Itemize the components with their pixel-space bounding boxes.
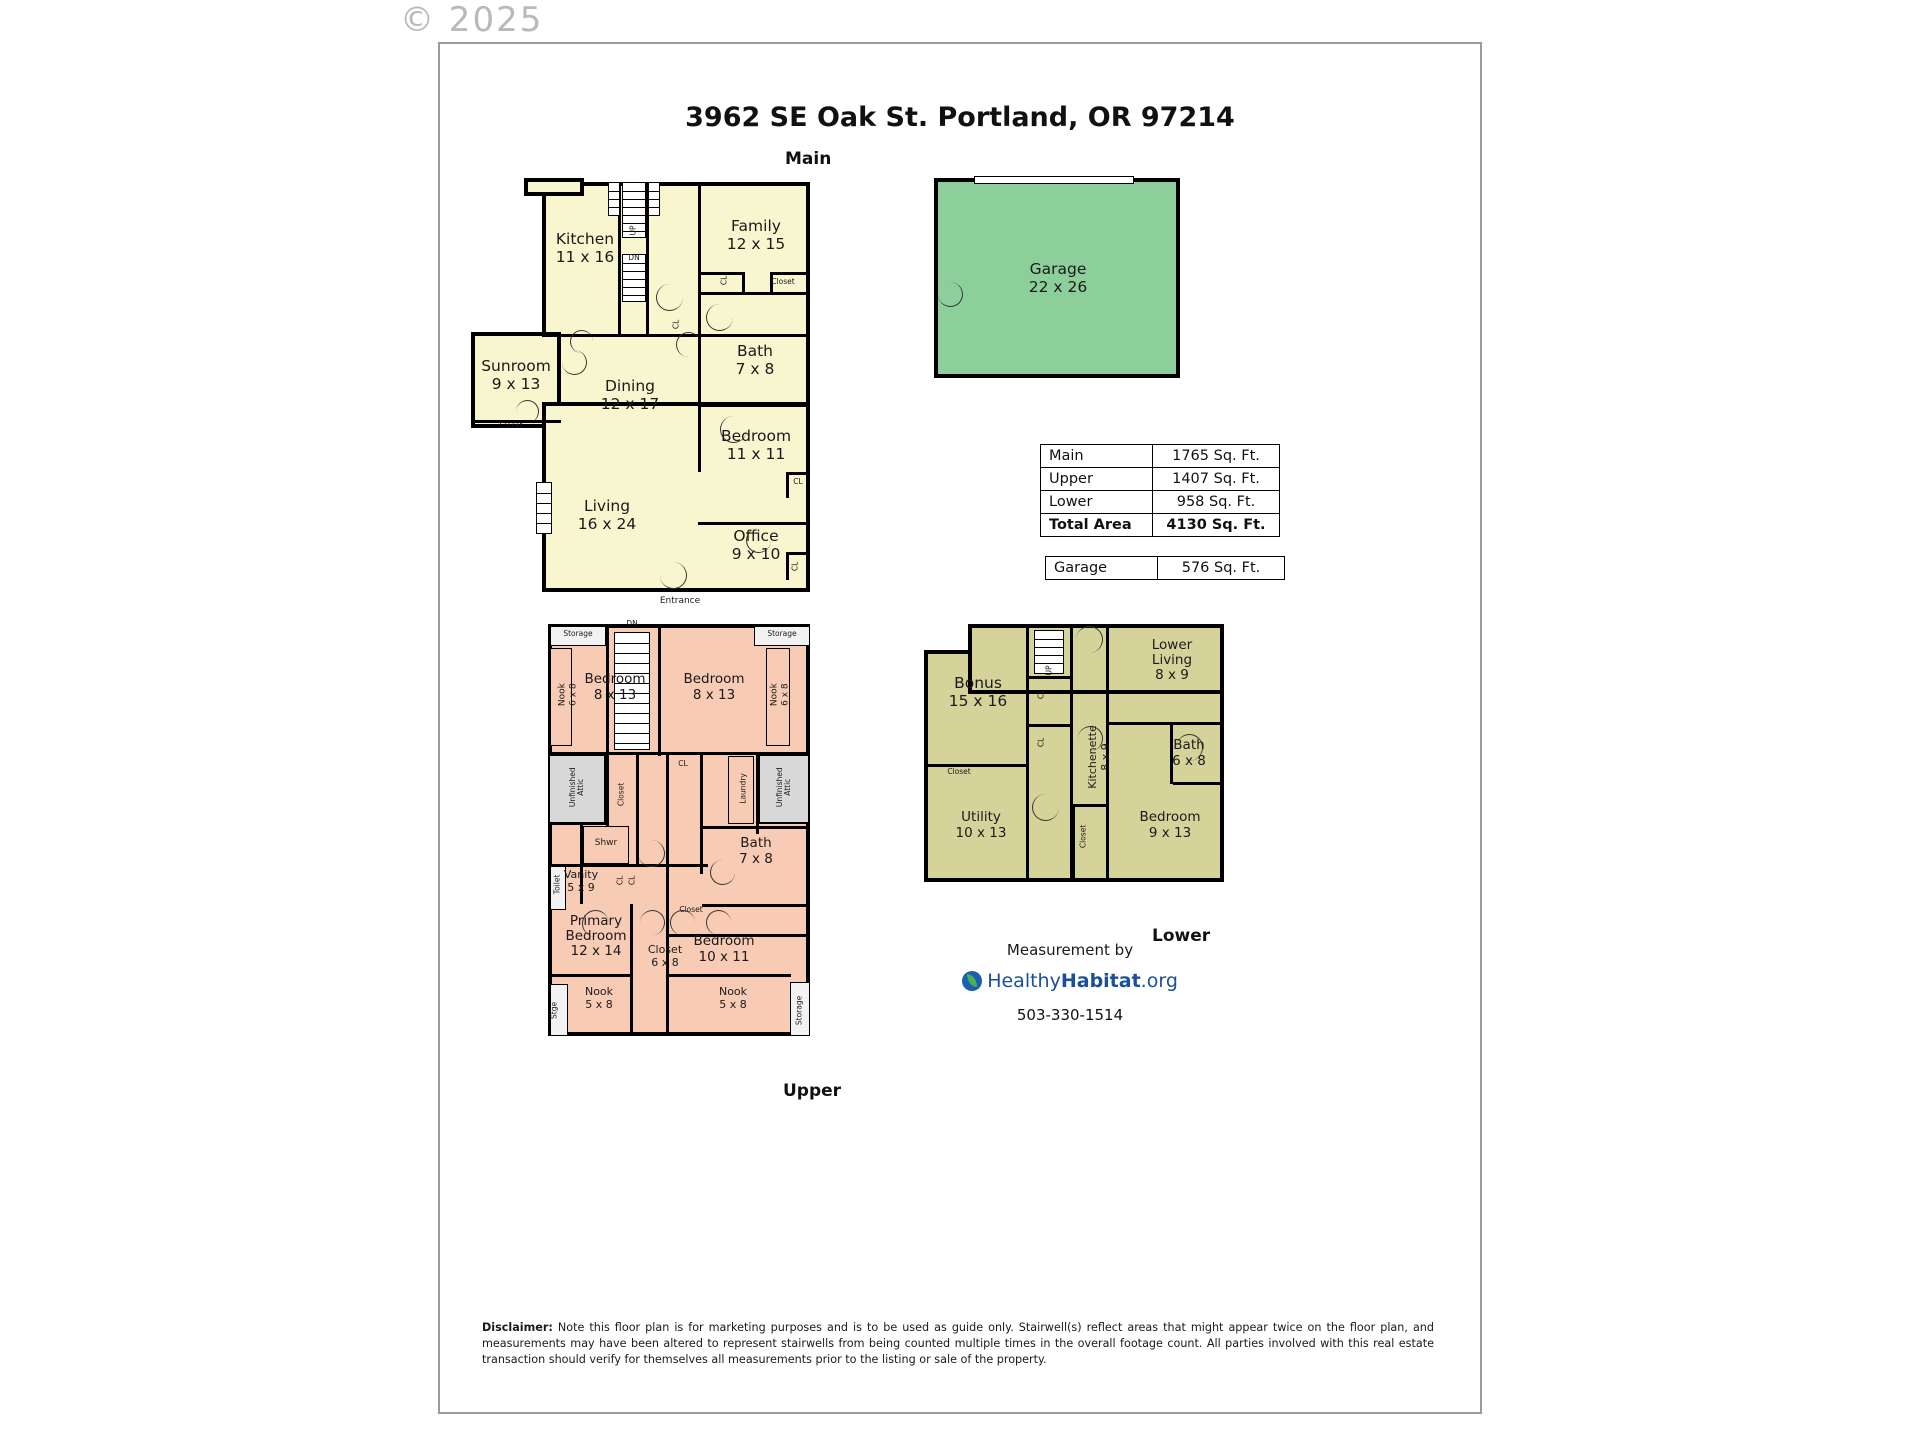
floor-label-lower: Lower bbox=[1152, 926, 1211, 946]
wall bbox=[548, 822, 606, 825]
wall bbox=[786, 472, 810, 475]
label-cl: CL bbox=[671, 319, 681, 330]
label-cl: CL bbox=[627, 875, 637, 886]
wall bbox=[666, 752, 810, 755]
room-label-kitchenette: Kitchenette 8 x 9 bbox=[1086, 725, 1112, 789]
healthy-habitat-logo bbox=[920, 970, 1220, 992]
room-label-office: Office 9 x 10 bbox=[731, 527, 781, 564]
room-label-lower-bath: Bath 6 x 8 bbox=[1172, 737, 1206, 769]
room-label-lower-living: Lower Living 8 x 9 bbox=[1151, 637, 1193, 684]
label-cl: CL bbox=[719, 275, 729, 286]
label-closet: Closet bbox=[1078, 824, 1088, 849]
door-arc bbox=[562, 350, 587, 375]
room-label-bonus: Bonus 15 x 16 bbox=[948, 674, 1008, 711]
area-table bbox=[1040, 444, 1280, 537]
main-kitchen-bump bbox=[524, 178, 584, 196]
label-unfinished-attic-right: Unfinished Attic bbox=[774, 767, 792, 808]
label-cl: CL bbox=[615, 875, 625, 886]
garage-door bbox=[974, 176, 1134, 184]
wall bbox=[770, 272, 810, 275]
measurement-block bbox=[920, 942, 1220, 960]
label-up: UP bbox=[1044, 665, 1054, 676]
label-toilet: Toilet bbox=[552, 874, 562, 895]
main-floor-plan bbox=[470, 172, 890, 612]
label-cl: CL bbox=[793, 477, 803, 486]
label-cl: CL bbox=[1036, 689, 1046, 700]
wall bbox=[698, 522, 810, 525]
room-label-nook-br: Nook 5 x 8 bbox=[718, 985, 748, 1011]
table-row: Lower 958 Sq. Ft. bbox=[1041, 491, 1280, 514]
wall bbox=[698, 182, 701, 472]
room-label-utility: Utility 10 x 13 bbox=[955, 809, 1007, 841]
lower-floor-plan bbox=[900, 614, 1260, 924]
room-label-bath: Bath 7 x 8 bbox=[735, 342, 775, 379]
room-label-upper-bedroom-3: Bedroom 10 x 11 bbox=[693, 933, 755, 965]
label-cl: CL bbox=[790, 561, 800, 572]
leaf-icon bbox=[962, 971, 982, 991]
label-closet: Closet bbox=[771, 277, 795, 286]
table-row: Garage 576 Sq. Ft. bbox=[1046, 557, 1285, 580]
wall bbox=[1026, 624, 1029, 882]
label-up: UP bbox=[628, 225, 638, 236]
room-label-garage: Garage 22 x 26 bbox=[1028, 260, 1088, 297]
door-arc bbox=[676, 332, 701, 357]
wall bbox=[1028, 724, 1072, 727]
wall bbox=[924, 764, 1028, 767]
room-label-living: Living 16 x 24 bbox=[577, 497, 637, 534]
room-label-bedroom: Bedroom 11 x 11 bbox=[720, 427, 792, 464]
door-arc bbox=[660, 562, 687, 589]
label-entrance: Entrance bbox=[659, 596, 701, 606]
label-storage: Storage bbox=[767, 629, 797, 638]
wall bbox=[548, 974, 632, 977]
logo-text-org: .org bbox=[1140, 970, 1178, 992]
garage-plan bbox=[930, 172, 1190, 392]
wall bbox=[548, 864, 708, 867]
floor-label-main: Main bbox=[785, 149, 832, 169]
label-cl: CL bbox=[678, 759, 688, 768]
wall bbox=[742, 272, 745, 294]
door-arc bbox=[1032, 794, 1059, 821]
room-label-vanity: Vanity 5 x 9 bbox=[563, 868, 599, 894]
disclaimer-text bbox=[482, 1320, 1434, 1369]
label-dn: DN bbox=[626, 619, 638, 628]
room-label-kitchen: Kitchen 11 x 16 bbox=[555, 230, 615, 267]
room-label-family: Family 12 x 15 bbox=[726, 217, 786, 254]
label-shwr: Shwr bbox=[594, 838, 618, 848]
label-unfinished-attic-left: Unfinished Attic bbox=[567, 767, 585, 808]
logo-text-habitat: Habitat bbox=[1060, 970, 1141, 992]
room-label-upper-bedroom-2: Bedroom 8 x 13 bbox=[683, 671, 745, 703]
room-label-nook-bl: Nook 5 x 8 bbox=[584, 985, 614, 1011]
wall bbox=[700, 754, 703, 874]
label-closet: Closet bbox=[499, 421, 523, 430]
label-stge: Stge bbox=[549, 1001, 559, 1019]
door-arc bbox=[1076, 626, 1103, 653]
label-cl: CL bbox=[1036, 737, 1046, 748]
room-label-sunroom: Sunroom 9 x 13 bbox=[481, 357, 551, 394]
label-storage: Storage bbox=[563, 629, 593, 638]
room-label-upper-closet: Closet 6 x 8 bbox=[647, 943, 683, 969]
floor-label-upper: Upper bbox=[783, 1081, 842, 1101]
door-arc bbox=[638, 840, 665, 867]
label-storage: Storage bbox=[794, 995, 804, 1026]
room-label-dining: Dining 12 x 17 bbox=[600, 377, 660, 414]
garage-area-table bbox=[1045, 556, 1285, 580]
label-closet: Closet bbox=[947, 767, 971, 776]
room-label-nook-left: Nook 6 x 8 bbox=[557, 683, 578, 707]
disclaimer-body: Note this floor plan is for marketing purposes and is to be used as guide only. Stairwell(s) reflect areas that might appear twice on the floor plan, and measurements may have been altered to represent stairwells from being counted multiple times in the overall footage count. All parties involved with this real estate transaction should verify for themselves all measurements prior to the listing or sale of the property. bbox=[482, 1321, 1434, 1367]
room-label-upper-bath: Bath 7 x 8 bbox=[739, 835, 773, 867]
main-stair-post-right bbox=[648, 182, 660, 216]
main-fireplace bbox=[536, 482, 552, 534]
label-closet: Closet bbox=[679, 905, 703, 914]
wall bbox=[698, 292, 810, 295]
table-row: Upper 1407 Sq. Ft. bbox=[1041, 468, 1280, 491]
door-arc bbox=[516, 400, 539, 423]
wall bbox=[703, 826, 810, 829]
wall bbox=[756, 754, 759, 834]
wall bbox=[666, 972, 669, 1036]
wall bbox=[702, 904, 810, 907]
wall bbox=[698, 404, 810, 407]
table-row-total: Total Area 4130 Sq. Ft. bbox=[1041, 514, 1280, 537]
wall bbox=[1109, 722, 1224, 725]
table-row: Main 1765 Sq. Ft. bbox=[1041, 445, 1280, 468]
room-label-nook-right: Nook 6 x 8 bbox=[769, 683, 790, 707]
door-arc bbox=[656, 284, 683, 311]
floorplan-sheet bbox=[438, 42, 1482, 1414]
room-label-upper-bedroom-1: Bedroom 8 x 13 bbox=[584, 671, 646, 703]
label-laundry: Laundry bbox=[738, 773, 748, 804]
wall bbox=[1173, 782, 1224, 785]
phone-number: 503-330-1514 bbox=[1016, 1006, 1124, 1024]
disclaimer-bold-label: Disclaimer: bbox=[482, 1321, 553, 1334]
main-stair-post-left bbox=[608, 182, 620, 216]
door-arc bbox=[706, 304, 733, 331]
wall bbox=[1072, 804, 1075, 882]
wall bbox=[669, 974, 791, 977]
page-title: 3962 SE Oak St. Portland, OR 97214 bbox=[685, 102, 1235, 133]
measurement-by-label: Measurement by bbox=[1006, 941, 1134, 959]
label-dn: DN bbox=[628, 253, 640, 262]
logo-text-healthy: Healthy bbox=[987, 970, 1061, 992]
upper-floor-plan bbox=[470, 614, 890, 1074]
room-label-lower-bedroom: Bedroom 9 x 13 bbox=[1139, 809, 1201, 841]
door-arc bbox=[938, 282, 963, 307]
room-label-primary-bedroom: Primary Bedroom 12 x 14 bbox=[565, 913, 627, 960]
label-closet: Closet bbox=[616, 782, 626, 807]
copyright-watermark: © 2025 bbox=[400, 0, 544, 40]
